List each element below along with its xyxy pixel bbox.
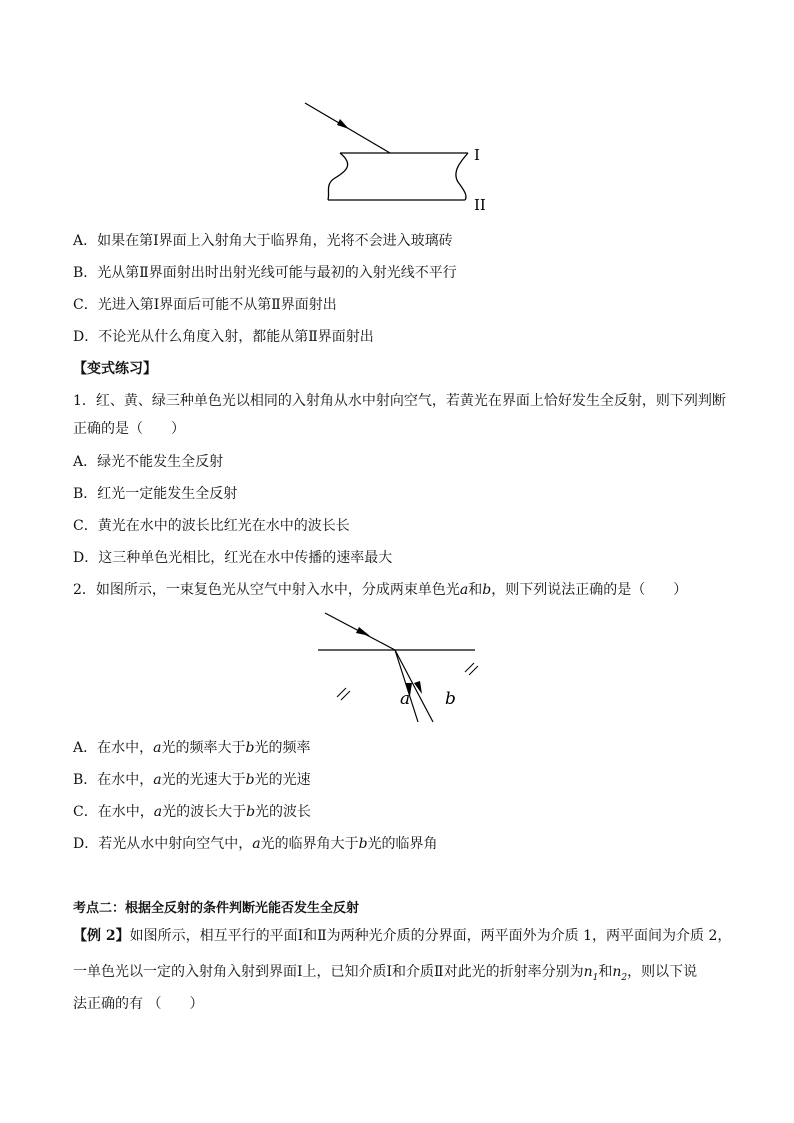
refraction-figure xyxy=(310,605,490,730)
water-hatch-right xyxy=(465,663,478,675)
option-c: C．光进入第Ⅰ界面后可能不从第Ⅱ界面射出 xyxy=(73,297,337,313)
example2-line1-text: 如图所示，相互平行的平面Ⅰ和Ⅱ为两种光介质的分界面，两平面外为介质 1，两平面间为介质 2， xyxy=(129,928,732,944)
q1-stem-line2: 正确的是（ ） xyxy=(73,421,185,437)
q2-option-c xyxy=(73,803,311,821)
variant-heading: 【变式练习】 xyxy=(73,361,157,377)
q2-var-a: a xyxy=(459,582,469,598)
n2-subscript: 2 xyxy=(621,972,628,983)
q2-option-b xyxy=(73,771,311,789)
label-a: a xyxy=(400,689,411,709)
glass-brick-figure xyxy=(300,100,500,215)
q2-option-d-var1: a xyxy=(252,836,261,852)
n1-subscript: 1 xyxy=(592,972,599,983)
interface-label-II: II xyxy=(474,196,486,214)
q2-option-b-var1: a xyxy=(153,772,162,788)
brick-left-edge xyxy=(328,153,348,200)
brick-right-edge xyxy=(456,153,468,200)
incident-ray-arrow xyxy=(337,119,349,129)
example2-line2 xyxy=(73,963,697,987)
q2-stem-suffix: ，则下列说法正确的是（ ） xyxy=(491,582,688,598)
n1-symbol: n xyxy=(583,964,593,980)
q2-option-a-var1: a xyxy=(153,740,162,756)
q2-option-a-pre: A．在水中， xyxy=(73,740,154,756)
example2-tag: 【例 2】 xyxy=(73,928,130,944)
q2-option-c-mid: 光的波长大于 xyxy=(162,804,247,820)
example2-line2-post: ，则以下说 xyxy=(627,964,698,980)
q2-option-a xyxy=(73,739,310,757)
example2-line2-pre: 一单色光以一定的入射角入射到界面Ⅰ上，已知介质Ⅰ和介质Ⅱ对此光的折射率分别为 xyxy=(73,964,584,980)
option-d: D．不论光从什么角度入射，都能从第Ⅱ界面射出 xyxy=(73,329,374,345)
q1-option-b: B．红光一定能发生全反射 xyxy=(73,486,238,502)
option-b: B．光从第Ⅱ界面射出时出射光线可能与最初的入射光线不平行 xyxy=(73,265,457,281)
q2-option-b-var2: b xyxy=(245,772,255,788)
q2-option-c-post: 光的波长 xyxy=(255,804,312,820)
q2-option-d-mid: 光的临界角大于 xyxy=(260,836,359,852)
q2-option-b-pre: B．在水中， xyxy=(73,772,154,788)
n2-symbol: n xyxy=(612,964,622,980)
example2-line2-and: 和 xyxy=(598,964,613,980)
q2-var-b: b xyxy=(482,582,492,598)
q1-option-d: D．这三种单色光相比，红光在水中传播的速率最大 xyxy=(73,550,393,566)
q2-option-c-var1: a xyxy=(153,804,163,820)
section2-heading: 考点二：根据全反射的条件判断光能否发生全反射 xyxy=(73,901,360,916)
q2-option-d-post: 光的临界角 xyxy=(367,836,438,852)
q2-option-c-var2: b xyxy=(246,804,256,820)
example2-line3: 法正确的有 （ ） xyxy=(73,996,204,1012)
q2-stem-and: 和 xyxy=(468,582,483,598)
option-a: A．如果在第Ⅰ界面上入射角大于临界角，光将不会进入玻璃砖 xyxy=(73,233,453,249)
q1-option-c: C．黄光在水中的波长比红光在水中的波长长 xyxy=(73,518,350,534)
q2-option-a-post: 光的频率 xyxy=(254,740,311,756)
q2-stem-prefix: 2．如图所示，一束复色光从空气中射入水中，分成两束单色光 xyxy=(73,582,460,598)
water-hatch-left xyxy=(337,688,350,700)
q2-option-a-var2: b xyxy=(245,740,255,756)
q2-option-b-mid: 光的光速大于 xyxy=(161,772,246,788)
interface-label-I: I xyxy=(474,146,480,164)
q1-option-a: A．绿光不能发生全反射 xyxy=(73,454,224,470)
label-b: b xyxy=(445,689,456,709)
q2-option-d-var2: b xyxy=(358,836,368,852)
q1-stem-line1: 1．红、黄、绿三种单色光以相同的入射角从水中射向空气，若黄光在界面上恰好发生全反射，则下列判断 xyxy=(73,393,726,409)
q2-stem xyxy=(73,581,687,599)
q2-option-b-post: 光的光速 xyxy=(254,772,311,788)
example2-line1 xyxy=(73,927,731,945)
q2-option-a-mid: 光的频率大于 xyxy=(161,740,246,756)
q2-option-d xyxy=(73,835,438,853)
incident-beam-arrow xyxy=(356,627,370,636)
q2-option-c-pre: C．在水中， xyxy=(73,804,154,820)
q2-option-d-pre: D．若光从水中射向空气中， xyxy=(73,836,253,852)
